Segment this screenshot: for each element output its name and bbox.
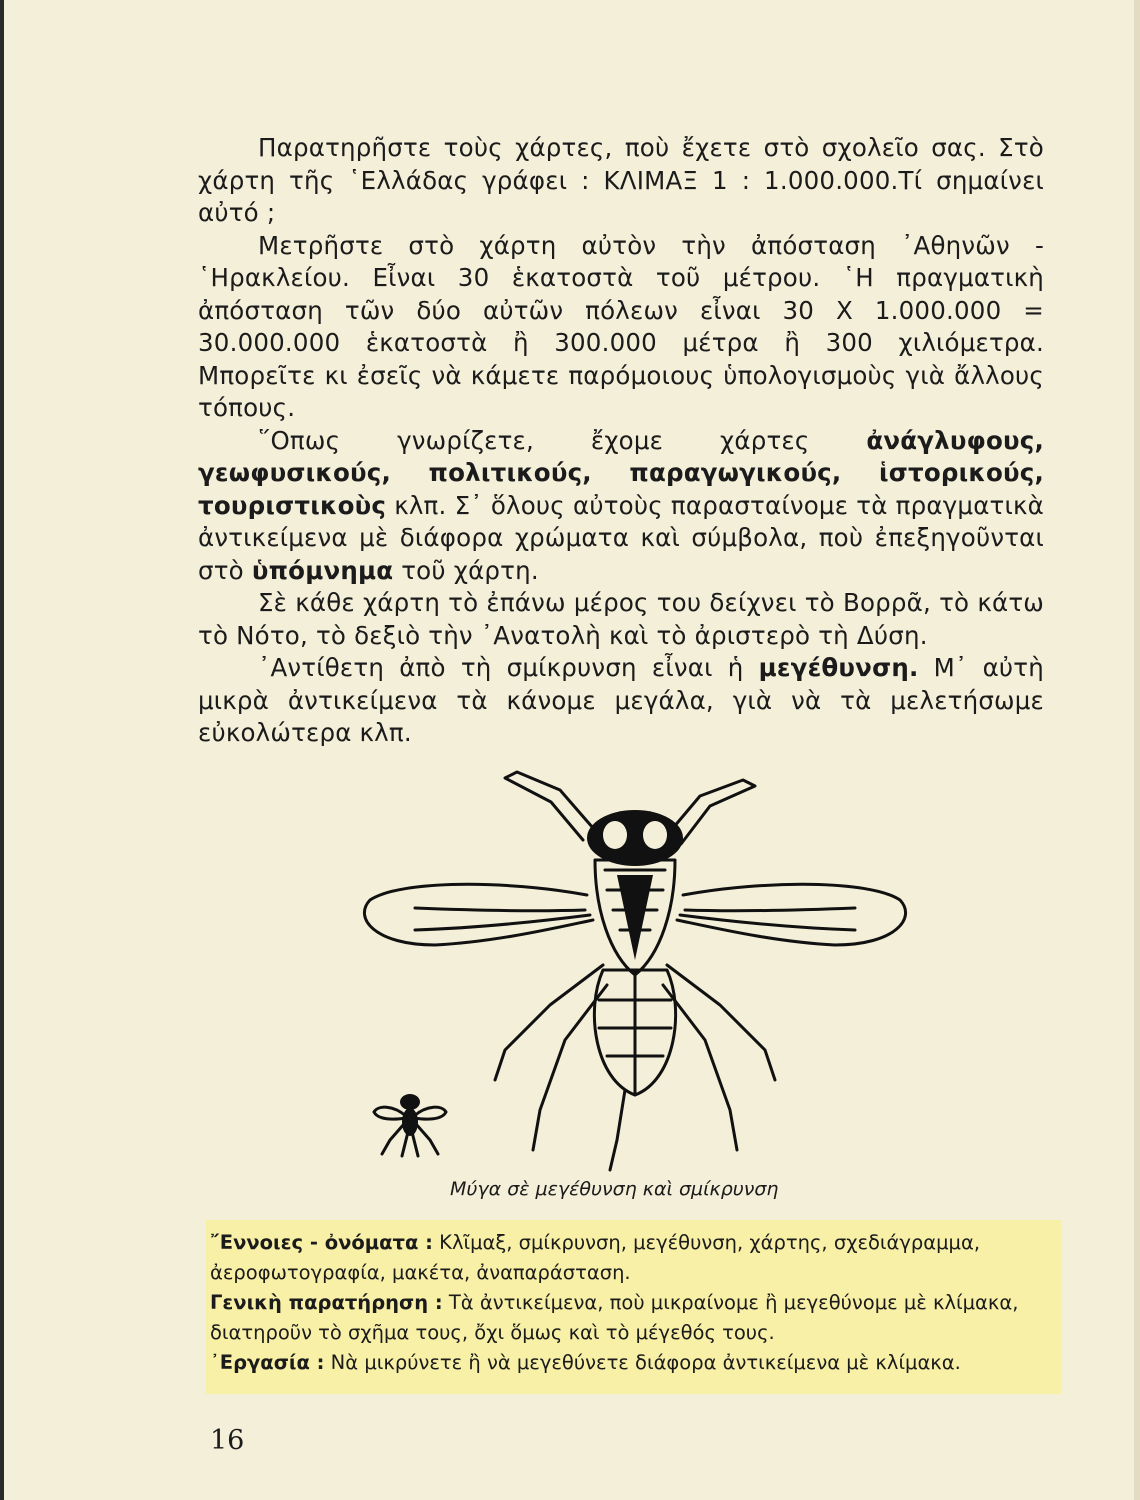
body-text [198,132,1044,750]
general-note-text: Τὰ ἀντικείμενα, ποὺ μικραίνομε ἢ μεγεθύνομε μὲ κλίμακα, διατηροῦν τὸ σχῆμα τους, ὄχι ὅμως καὶ τὸ μέγεθός τους. [210,1291,1019,1344]
map-types-bold: ἀνάγλυφους, γεωφυσικούς, πολιτικούς, παραγωγικούς, ἱστορικούς, τουριστικοὺς [198,425,1044,520]
scan-edge [0,0,4,1500]
task-text: Νὰ μικρύνετε ἢ νὰ μεγεθύνετε διάφορα ἀντικείμενα μὲ κλίμακα. [324,1351,961,1374]
page-number: 16 [210,1425,245,1456]
task-label: ᾿Εργασία : [210,1351,325,1374]
paragraph-text: ᾿Αντίθετη ἀπὸ τὴ σμίκρυνση εἶναι ἡ [258,653,759,682]
magnification-term-bold: μεγέθυνση. [758,653,919,682]
general-note-label: Γενικὴ παρατήρηση : [210,1291,443,1314]
paragraph-text: τοῦ χάρτη. [393,555,539,585]
general-note-line [210,1288,1051,1348]
paragraph-4: Σὲ κάθε χάρτη τὸ ἐπάνω μέρος του δείχνει τὸ Βορρᾶ, τὸ κάτω τὸ Νότο, τὸ δεξιὸ τὴν ᾿Ανατολὴ καὶ τὸ ἀριστερὸ τὴ Δύση. [198,588,1044,650]
paragraph-1: Παρατηρῆστε τοὺς χάρτες, ποὺ ἔχετε στὸ σχολεῖο σας. Στὸ χάρτη τῆς ῾Ελλάδας γράφει : ΚΛΙΜΑΞ 1 : 1.000.000.Τί σημαίνει αὐτό ; [198,133,1044,227]
paragraph-2: Μετρῆστε στὸ χάρτη αὐτὸν τὴν ἀπόσταση ᾿Αθηνῶν - ῾Ηρακλείου. Εἶναι 30 ἑκατοστὰ τοῦ μέτρου. ῾Η πραγματικὴ ἀπόσταση τῶν δύο αὐτῶν πόλεων εἶναι 30 X 1.000.000 = 30.000.000 ἑκατοστὰ ἢ 300.000 μέτρα ἢ 300 χιλιόμετρα. Μπορεῖτε κι ἐσεῖς νὰ κάμετε παρόμοιους ὑπολογισμοὺς γιὰ ἄλλους τόπους. [198,230,1044,422]
concepts-label: ῎Εννοιες - ὀνόματα : [210,1231,433,1254]
paragraph-text: Μ᾿ αὐτὴ μικρὰ ἀντικείμενα τὰ κάνομε μεγάλα, γιὰ νὰ τὰ μελετήσωμε εὐκολώτερα κλπ. [198,653,1044,747]
legend-term-bold: ὑπόμνημα [251,555,394,585]
paragraph-text: ῞Οπως γνωρίζετε, ἔχομε χάρτες [258,425,867,455]
concepts-text: Κλῖμαξ, σμίκρυνση, μεγέθυνση, χάρτης, σχεδιάγραμμα, ἀεροφωτογραφία, μακέτα, ἀναπαράσταση. [210,1231,981,1284]
scan-edge [1134,0,1140,1500]
concept-summary-box [206,1220,1061,1394]
task-line [210,1348,1051,1378]
paragraph-text: κλπ. Σ᾿ ὅλους αὐτοὺς παρασταίνομε τὰ πραγματικὰ ἀντικείμενα μὲ διάφορα χρώματα καὶ σύμβολα, ποὺ ἐπεξηγοῦνται στὸ [198,490,1044,585]
figure-caption: Μύγα σὲ μεγέθυνση καὶ σμίκρυνση [450,1178,779,1200]
paragraph-3 [198,425,1044,588]
fly-reduced-illustration [368,1080,452,1160]
concepts-line [210,1228,1051,1288]
paragraph-5 [198,652,1044,750]
